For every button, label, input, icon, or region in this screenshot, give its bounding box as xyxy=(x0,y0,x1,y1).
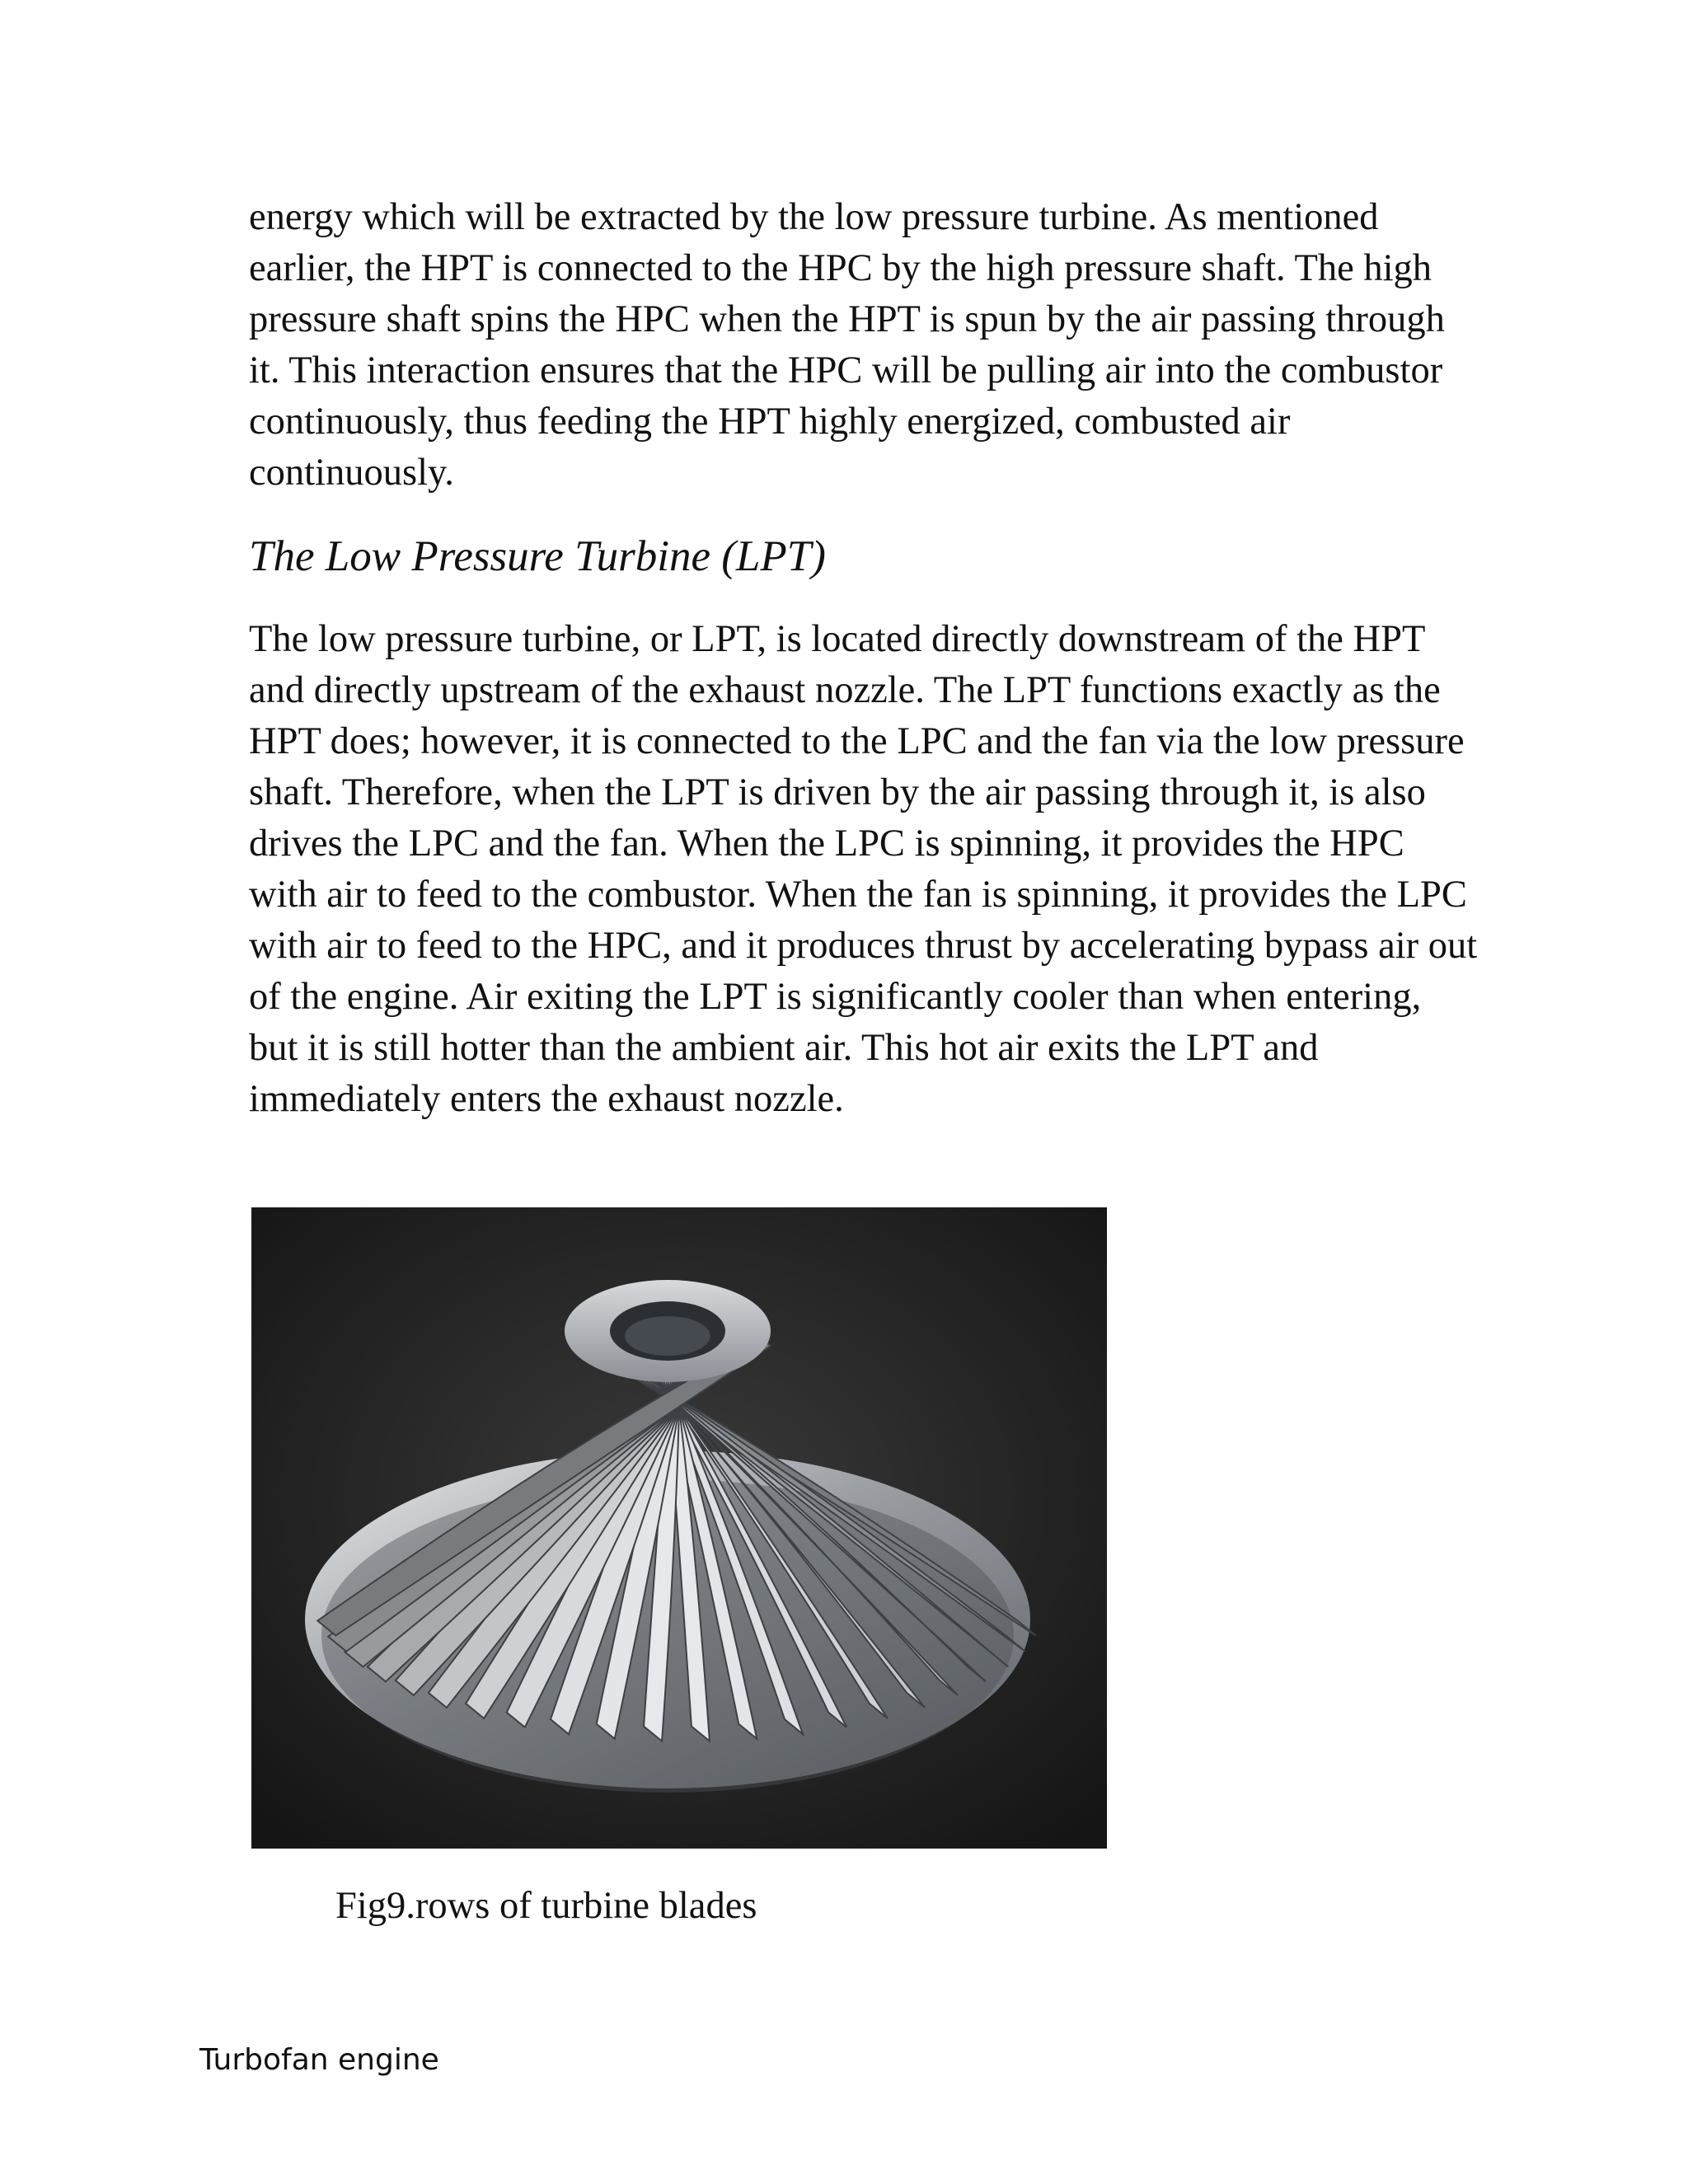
text-line: earlier, the HPT is connected to the HPC by the high pressure shaft. The high xyxy=(249,247,1432,289)
text-line: energy which will be extracted by the low pressure turbine. As mentioned xyxy=(249,196,1379,238)
text-line: of the engine. Air exiting the LPT is significantly cooler than when entering, xyxy=(249,976,1422,1018)
text-line: pressure shaft spins the HPC when the HPT is spun by the air passing through xyxy=(249,298,1445,340)
page-footer: Turbofan engine xyxy=(199,2043,439,2077)
text-line: shaft. Therefore, when the LPT is driven by the air passing through it, is also xyxy=(249,771,1426,813)
text-line: The low pressure turbine, or LPT, is located directly downstream of the HPT xyxy=(249,618,1426,660)
text-line: with air to feed to the combustor. When the fan is spinning, it provides the LPC xyxy=(249,874,1467,916)
text-line: but it is still hotter than the ambient air. This hot air exits the LPT and xyxy=(249,1027,1319,1069)
text-line: drives the LPC and the fan. When the LPC is spinning, it provides the HPC xyxy=(249,823,1404,865)
paragraph-hpt-continued xyxy=(249,192,1535,499)
text-line: HPT does; however, it is connected to the LPC and the fan via the low pressure xyxy=(249,720,1465,762)
section-heading: The Low Pressure Turbine (LPT) xyxy=(249,532,826,580)
figure-caption: Fig9.rows of turbine blades xyxy=(335,1885,757,1927)
text-line: with air to feed to the HPC, and it produces thrust by accelerating bypass air out xyxy=(249,925,1478,967)
text-line: continuously. xyxy=(249,452,454,494)
turbine-blades-photo xyxy=(251,1207,1107,1849)
turbine-wheel-illustration xyxy=(251,1207,1107,1849)
text-line: and directly upstream of the exhaust nozzle. The LPT functions exactly as the xyxy=(249,669,1441,711)
text-line: it. This interaction ensures that the HPC will be pulling air into the combustor xyxy=(249,349,1443,391)
text-line: immediately enters the exhaust nozzle. xyxy=(249,1078,844,1120)
paragraph-lpt xyxy=(249,614,1535,1125)
text-line: continuously, thus feeding the HPT highly energized, combusted air xyxy=(249,401,1291,443)
